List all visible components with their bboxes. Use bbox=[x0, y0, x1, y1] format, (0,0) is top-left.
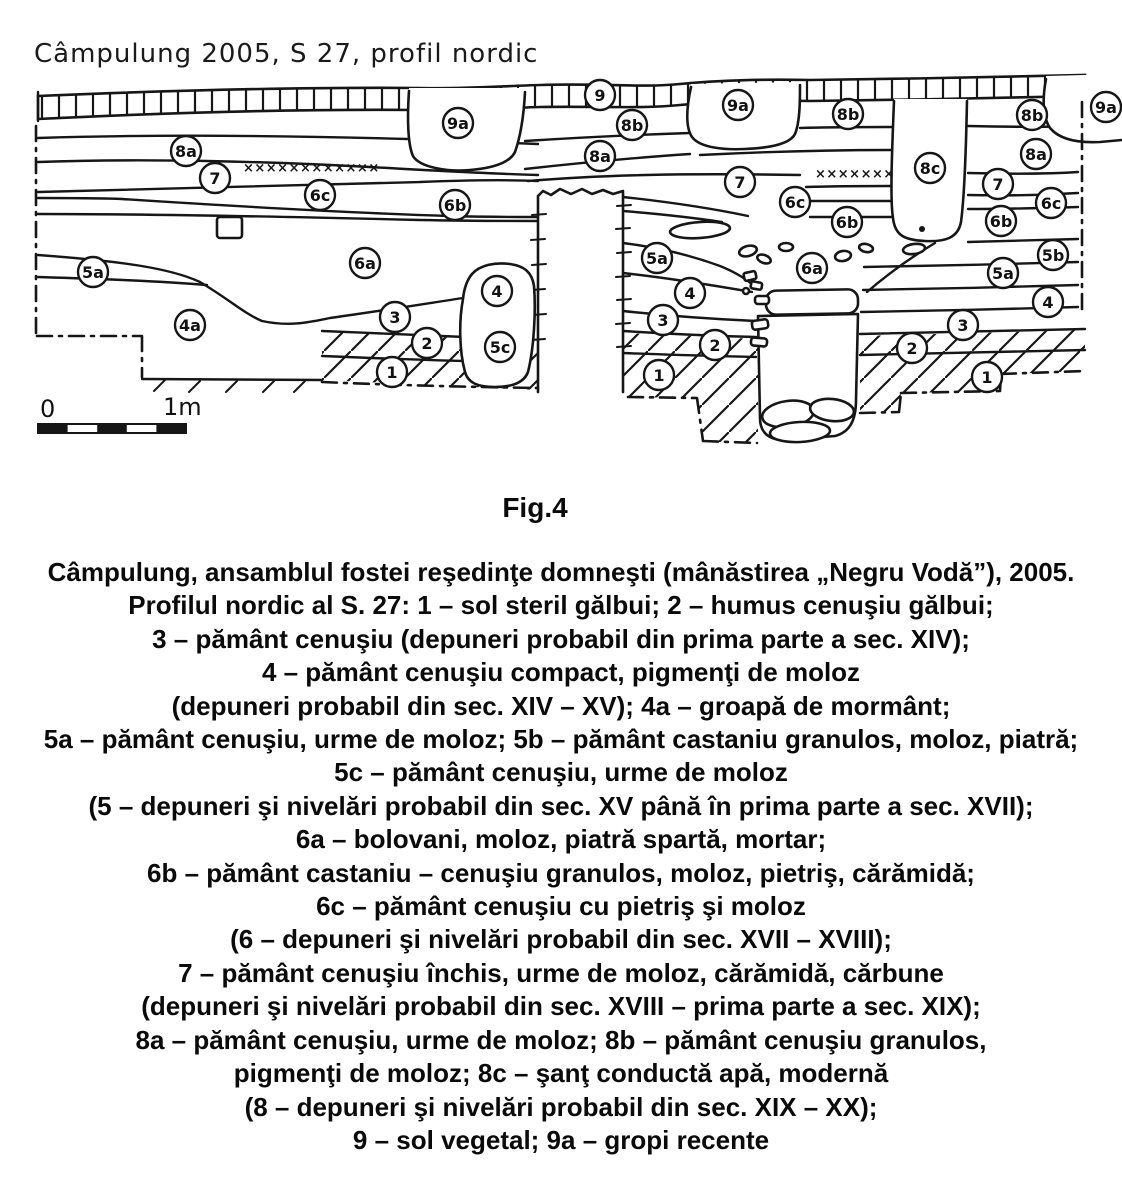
svg-text:5a: 5a bbox=[82, 263, 104, 282]
svg-text:8a: 8a bbox=[175, 142, 197, 161]
caption-line: 8a – pământ cenuşiu, urme de moloz; 8b – pământ cenuşiu granulos, bbox=[135, 1024, 987, 1055]
svg-text:8a: 8a bbox=[589, 147, 611, 166]
figure-number: Fig.4 bbox=[502, 492, 568, 523]
layer-label-5a bbox=[642, 243, 672, 273]
layer-label-9 bbox=[585, 80, 615, 110]
svg-text:9a: 9a bbox=[727, 96, 749, 115]
svg-text:4a: 4a bbox=[179, 316, 201, 335]
caption-line: 6a – bolovani, moloz, piatră spartă, mortar; bbox=[295, 824, 827, 855]
scale-zero-label: 0 bbox=[40, 395, 56, 423]
layer-label-2 bbox=[897, 333, 927, 363]
svg-text:2: 2 bbox=[906, 339, 918, 358]
svg-text:8b: 8b bbox=[1020, 106, 1044, 125]
svg-text:9: 9 bbox=[594, 86, 606, 105]
svg-text:6b: 6b bbox=[443, 196, 467, 215]
layer-label-3 bbox=[948, 310, 978, 340]
caption-line: (8 – depuneri şi nivelări probabil din sec. XIX – XX); bbox=[244, 1091, 878, 1122]
svg-text:4: 4 bbox=[1042, 293, 1054, 312]
svg-text:5c: 5c bbox=[489, 338, 511, 357]
layer-label-6b bbox=[986, 206, 1016, 236]
layer-label-9a bbox=[723, 90, 753, 120]
foundation-pier bbox=[743, 271, 858, 444]
layer-label-2 bbox=[700, 330, 730, 360]
svg-text:5b: 5b bbox=[1041, 246, 1065, 265]
caption-line: 5a – pământ cenuşiu, urme de moloz; 5b – pământ castaniu granulos, moloz, piatră; bbox=[43, 724, 1079, 755]
layer-label-8a bbox=[171, 136, 201, 166]
layer-label-1 bbox=[377, 357, 407, 387]
layer-label-1 bbox=[972, 362, 1002, 392]
caption-line: Câmpulung, ansamblul fostei reşedinţe domneşti (mânăstirea „Negru Vodă”), 2005. bbox=[47, 557, 1075, 587]
caption-line: (depuneri probabil din sec. XIV – XV); 4a – groapă de mormânt; bbox=[171, 690, 951, 721]
svg-text:6c: 6c bbox=[784, 193, 806, 212]
caption-line: (depuneri şi nivelări probabil din sec. XVIII – prima parte a sec. XIX); bbox=[141, 991, 981, 1022]
layer-label-6c bbox=[780, 187, 810, 217]
svg-text:4: 4 bbox=[684, 284, 696, 303]
caption-line: (5 – depuneri şi nivelări probabil din sec. XV până în prima parte a sec. XVII); bbox=[88, 790, 1034, 821]
layer-label-8c bbox=[915, 153, 945, 183]
svg-text:8b: 8b bbox=[620, 116, 644, 135]
layer-label-8a bbox=[585, 141, 615, 171]
svg-text:3: 3 bbox=[657, 311, 669, 330]
caption-line: Profilul nordic al S. 27: 1 – sol steril gălbui; 2 – humus cenuşiu gălbui; bbox=[128, 590, 994, 621]
layer-label-5a bbox=[988, 258, 1018, 288]
layer-label-6a bbox=[797, 253, 827, 283]
caption-line: 6c – pământ cenuşiu cu pietriş şi moloz bbox=[316, 891, 806, 922]
figure-caption bbox=[0, 556, 1122, 1157]
svg-text:7: 7 bbox=[209, 169, 221, 188]
svg-text:8b: 8b bbox=[836, 105, 860, 124]
svg-text:7: 7 bbox=[992, 175, 1004, 194]
layer-label-5c bbox=[485, 332, 515, 362]
layer-label-8b bbox=[617, 110, 647, 140]
layer-label-9a bbox=[1091, 92, 1121, 122]
layer-label-4a bbox=[175, 310, 205, 340]
caption-line: pigmenţi de moloz; 8c – şanţ conductă apă, modernă bbox=[233, 1058, 889, 1089]
layer-label-7 bbox=[983, 169, 1013, 199]
svg-text:3: 3 bbox=[389, 308, 401, 327]
scale-one-meter-label: 1m bbox=[163, 393, 202, 421]
svg-text:7: 7 bbox=[734, 173, 746, 192]
layer-label-8a bbox=[1021, 139, 1051, 169]
svg-text:6b: 6b bbox=[989, 212, 1013, 231]
svg-text:5a: 5a bbox=[646, 249, 668, 268]
layer-label-6b bbox=[832, 207, 862, 237]
caption-line: (6 – depuneri şi nivelări probabil din sec. XVII – XVIII); bbox=[230, 924, 892, 955]
figure-title: Câmpulung 2005, S 27, profil nordic bbox=[34, 39, 539, 69]
layer-label-6b bbox=[440, 190, 470, 220]
svg-text:5a: 5a bbox=[992, 264, 1014, 283]
layer-label-1 bbox=[644, 360, 674, 390]
layer-label-6c bbox=[1036, 188, 1066, 218]
caption-line: 4 – pământ cenuşiu compact, pigmenţi de moloz bbox=[261, 657, 861, 688]
wall bbox=[531, 189, 631, 392]
layer-label-4 bbox=[482, 276, 512, 306]
caption-line: 5c – pământ cenuşiu, urme de moloz bbox=[334, 757, 788, 788]
svg-text:4: 4 bbox=[491, 282, 503, 301]
svg-text:9a: 9a bbox=[1095, 98, 1117, 117]
caption-line: 7 – pământ cenuşiu închis, urme de moloz, cărămidă, cărbune bbox=[178, 957, 944, 988]
svg-text:2: 2 bbox=[709, 336, 721, 355]
layer-label-4 bbox=[1033, 287, 1063, 317]
layer-label-6c bbox=[305, 180, 335, 210]
svg-text:1: 1 bbox=[653, 366, 665, 385]
layer-label-4 bbox=[675, 278, 705, 308]
layer-label-6a bbox=[350, 248, 380, 278]
svg-text:1: 1 bbox=[386, 363, 398, 382]
layer-label-8b bbox=[833, 99, 863, 129]
caption-line: 3 – pământ cenuşiu (depuneri probabil din prima parte a sec. XIV); bbox=[152, 623, 970, 654]
svg-text:9a: 9a bbox=[447, 114, 469, 133]
layer-label-7 bbox=[725, 167, 755, 197]
layer-label-3 bbox=[380, 302, 410, 332]
svg-text:6c: 6c bbox=[309, 186, 331, 205]
svg-text:8c: 8c bbox=[919, 159, 941, 178]
layer-label-9a bbox=[443, 108, 473, 138]
layer-label-5b bbox=[1038, 240, 1068, 270]
svg-text:6b: 6b bbox=[835, 213, 859, 232]
caption-line: 9 – sol vegetal; 9a – gropi recente bbox=[352, 1124, 770, 1155]
svg-text:1: 1 bbox=[981, 368, 993, 387]
svg-text:2: 2 bbox=[421, 334, 433, 353]
svg-text:6c: 6c bbox=[1040, 194, 1062, 213]
layer-label-7 bbox=[200, 163, 230, 193]
svg-text:8a: 8a bbox=[1025, 145, 1047, 164]
caption-line: 6b – pământ castaniu – cenuşiu granulos, moloz, pietriş, cărămidă; bbox=[147, 857, 975, 888]
profile-drawing bbox=[0, 0, 1122, 470]
layer-label-5a bbox=[78, 257, 108, 287]
svg-text:3: 3 bbox=[957, 316, 969, 335]
burnt-lens-marks-left: ×××××××××××× bbox=[243, 161, 380, 176]
layer-label-3 bbox=[648, 305, 678, 335]
scale-bar bbox=[38, 393, 202, 433]
burnt-lens-marks-right: ××××××× bbox=[815, 167, 895, 182]
small-stone bbox=[217, 217, 242, 238]
layer-label-2 bbox=[412, 328, 442, 358]
layer-label-8b bbox=[1017, 100, 1047, 130]
svg-text:6a: 6a bbox=[354, 254, 376, 273]
svg-text:6a: 6a bbox=[801, 259, 823, 278]
